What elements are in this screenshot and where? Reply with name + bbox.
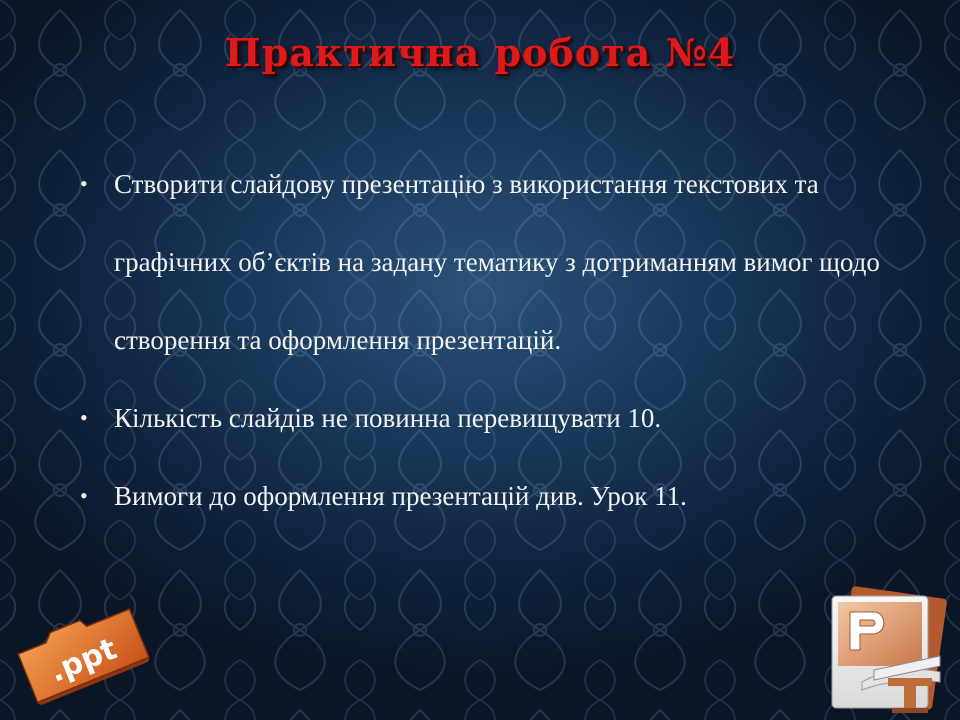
bullet-dot-icon: • (80, 171, 88, 196)
bullet-item-1 (80, 145, 880, 379)
bullet-dot-icon: • (80, 483, 88, 508)
bullet-text-1: Створити слайдову презентацію з використання текстових та графічних об’єктів на задану тематику з дотриманням вимог щодо створення та оформлення презентацій. (114, 169, 880, 355)
slide-title: Практична робота №4 (224, 30, 736, 75)
bullet-item-2 (80, 379, 880, 457)
ppt-file-badge-icon (12, 596, 152, 708)
bullet-text-2: Кількість слайдів не повинна перевищувати 10. (114, 403, 662, 433)
ppt-badge-text: .ppt (44, 631, 122, 690)
powerpoint-app-icon (822, 586, 950, 714)
bullet-dot-icon: • (80, 405, 88, 430)
bullet-text-3: Вимоги до оформлення презентацій див. Урок 11. (114, 481, 687, 511)
bullet-item-3 (80, 457, 880, 535)
bullet-list (80, 145, 880, 535)
